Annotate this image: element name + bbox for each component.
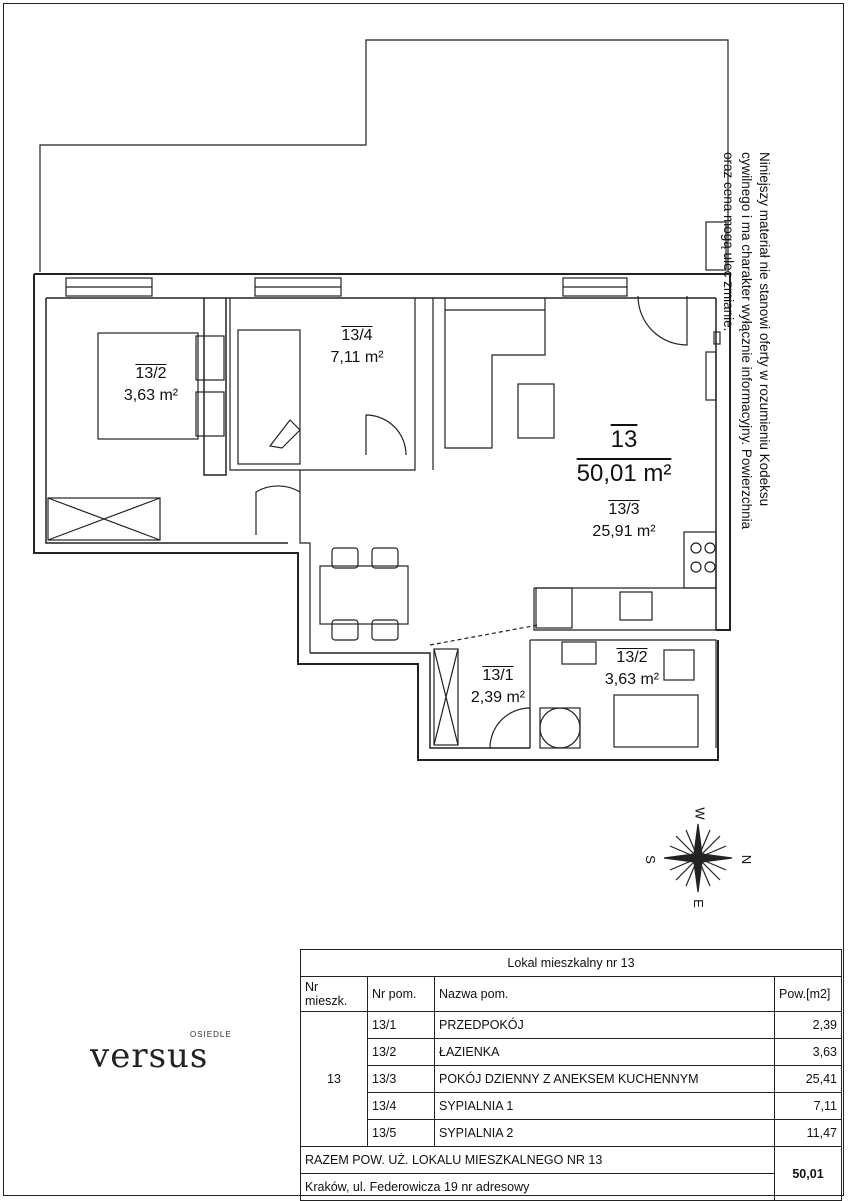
total-label: RAZEM POW. UŻ. LOKALU MIESZKALNEGO NR 13 bbox=[301, 1147, 775, 1174]
note-line: cywilnego i ma charakter wyłącznie informacyjny. Powierzchnia bbox=[739, 152, 754, 530]
door bbox=[366, 415, 406, 455]
compass-n: N bbox=[739, 854, 755, 865]
bed bbox=[238, 330, 300, 464]
room-area: 7,11 bbox=[775, 1093, 842, 1120]
header-area: Pow.[m2] bbox=[775, 977, 842, 1012]
partition bbox=[204, 298, 226, 475]
kitchen-counter bbox=[534, 588, 716, 630]
table-row bbox=[301, 1012, 842, 1039]
kitchen-sink bbox=[620, 592, 652, 620]
chair bbox=[372, 548, 398, 568]
coffee-table bbox=[518, 384, 554, 438]
header-unit: Nr mieszk. bbox=[301, 977, 368, 1012]
shower bbox=[614, 695, 698, 747]
note-line: oraz cena mogą ulec zmianie. bbox=[721, 152, 736, 332]
bedroom-1-walls bbox=[230, 298, 415, 470]
terrace-outline bbox=[40, 40, 728, 272]
compass-s: S bbox=[642, 855, 658, 864]
table-title: Lokal mieszkalny nr 13 bbox=[301, 950, 842, 977]
room-label-13-2b bbox=[592, 650, 672, 688]
unit-label: 13 50,01 m² bbox=[576, 426, 672, 487]
compass-w: W bbox=[692, 807, 708, 820]
room-name: ŁAZIENKA bbox=[435, 1039, 775, 1066]
total-value: 50,01 bbox=[775, 1147, 842, 1201]
room-label-13-5: 13/2 3,63 m² bbox=[123, 365, 179, 404]
room-area: 25,41 bbox=[775, 1066, 842, 1093]
room-label-13-4: 13/4 7,11 m² bbox=[330, 327, 384, 366]
room-label-13-1: 13/1 2,39 m² bbox=[470, 667, 526, 706]
logo-text: versus bbox=[90, 1036, 209, 1076]
dining-table bbox=[320, 566, 408, 624]
room-no: 13/2 bbox=[368, 1039, 435, 1066]
door bbox=[638, 296, 687, 345]
room-no: 13/4 bbox=[368, 1093, 435, 1120]
room-no: 13/5 bbox=[368, 1120, 435, 1147]
tv bbox=[706, 352, 716, 400]
chair bbox=[332, 620, 358, 640]
header-room-name: Nazwa pom. bbox=[435, 977, 775, 1012]
sofa bbox=[445, 298, 545, 448]
header-room-no: Nr pom. bbox=[368, 977, 435, 1012]
room-area: 2,39 bbox=[775, 1012, 842, 1039]
washbasin bbox=[562, 642, 596, 664]
table-row bbox=[301, 1120, 842, 1147]
area-table bbox=[300, 949, 842, 1201]
room-no: 13/3 bbox=[368, 1066, 435, 1093]
room-area: 3,63 m² bbox=[604, 671, 660, 688]
room-name: PRZEDPOKÓJ bbox=[435, 1012, 775, 1039]
door bbox=[256, 486, 300, 535]
room-area: 3,63 bbox=[775, 1039, 842, 1066]
room-name: SYPIALNIA 2 bbox=[435, 1120, 775, 1147]
table-row bbox=[301, 1093, 842, 1120]
logo-small-text: OSIEDLE bbox=[190, 1030, 232, 1039]
table-row bbox=[301, 1039, 842, 1066]
stove bbox=[684, 532, 716, 588]
unit-number: 13 bbox=[301, 1012, 368, 1147]
address: Kraków, ul. Federowicza 19 nr adresowy bbox=[301, 1174, 775, 1201]
note-line: Niniejszy materiał nie stanowi oferty w rozumieniu Kodeksu bbox=[757, 152, 772, 507]
room-name: POKÓJ DZIENNY Z ANEKSEM KUCHENNYM bbox=[435, 1066, 775, 1093]
room-area: 11,47 bbox=[775, 1120, 842, 1147]
washing-machine bbox=[540, 708, 580, 748]
compass-e: E bbox=[690, 899, 706, 908]
room-id: 13/2 bbox=[616, 649, 648, 666]
chair bbox=[332, 548, 358, 568]
room-label-13-3: 13/3 25,91 m² bbox=[592, 501, 656, 540]
table-row bbox=[301, 1066, 842, 1093]
disclaimer-note bbox=[719, 152, 773, 552]
room-name: SYPIALNIA 1 bbox=[435, 1093, 775, 1120]
compass bbox=[664, 824, 732, 892]
chair bbox=[372, 620, 398, 640]
room-no: 13/1 bbox=[368, 1012, 435, 1039]
